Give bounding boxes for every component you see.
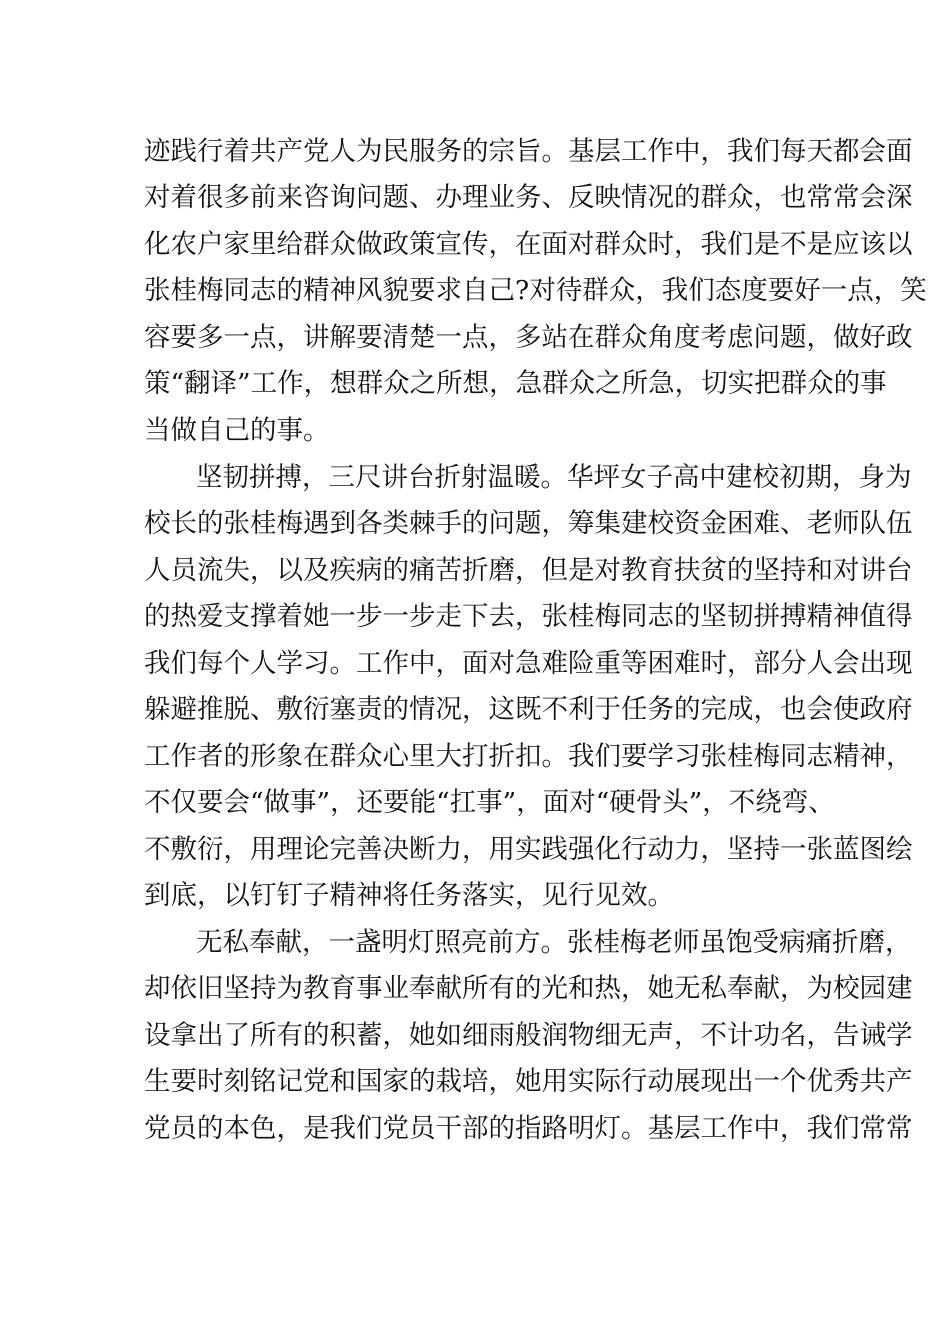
text-line: 容要多一点，讲解要清楚一点，多站在群众角度考虑问题，做好政 xyxy=(144,322,913,353)
text-line: 我们每个人学习。工作中，面对急难险重等困难时，部分人会出现 xyxy=(144,648,913,679)
text-line: 到底，以钉钉子精神将任务落实，见行见效。 xyxy=(144,880,674,911)
text-line: 设拿出了所有的积蓄，她如细雨般润物细无声，不计功名，告诫学 xyxy=(144,1020,913,1051)
text-line: 人员流失，以及疾病的痛苦折磨，但是对教育扶贫的坚持和对讲台 xyxy=(144,555,913,586)
text-line: 躲避推脱、敷衍塞责的情况，这既不利于任务的完成，也会使政府 xyxy=(144,694,913,725)
text-line: 张桂梅同志的精神风貌要求自己?对待群众，我们态度要好一点，笑 xyxy=(144,275,927,306)
text-line: 策“翻译”工作，想群众之所想，急群众之所急，切实把群众的事 xyxy=(144,368,887,399)
text-line: 当做自己的事。 xyxy=(144,415,330,446)
text-line: 化农户家里给群众做政策宣传，在面对群众时，我们是不是应该以 xyxy=(144,229,913,260)
text-line: 党员的本色，是我们党员干部的指路明灯。基层工作中，我们常常 xyxy=(144,1113,913,1144)
text-line: 生要时刻铭记党和国家的栽培，她用实际行动展现出一个优秀共产 xyxy=(144,1066,913,1097)
text-line: 不仅要会“做事”，还要能“扛事”，面对“硬骨头”，不绕弯、 xyxy=(144,787,835,818)
text-line: 却依旧坚持为教育事业奉献所有的光和热，她无私奉献，为校园建 xyxy=(144,973,913,1004)
text-line: 迹践行着共产党人为民服务的宗旨。基层工作中，我们每天都会面 xyxy=(144,136,913,167)
text-line: 无私奉献，一盏明灯照亮前方。张桂梅老师虽饱受病痛折磨， xyxy=(196,927,912,958)
text-line: 坚韧拼搏，三尺讲台折射温暖。华坪女子高中建校初期，身为 xyxy=(196,462,912,493)
text-line: 对着很多前来咨询问题、办理业务、反映情况的群众，也常常会深 xyxy=(144,182,913,213)
text-line: 工作者的形象在群众心里大打折扣。我们要学习张桂梅同志精神， xyxy=(144,741,913,772)
text-line: 的热爱支撑着她一步一步走下去，张桂梅同志的坚韧拼搏精神值得 xyxy=(144,601,913,632)
text-line: 校长的张桂梅遇到各类棘手的问题，筹集建校资金困难、老师队伍 xyxy=(144,508,913,539)
text-line: 不敷衍，用理论完善决断力，用实践强化行动力，坚持一张蓝图绘 xyxy=(144,834,913,865)
